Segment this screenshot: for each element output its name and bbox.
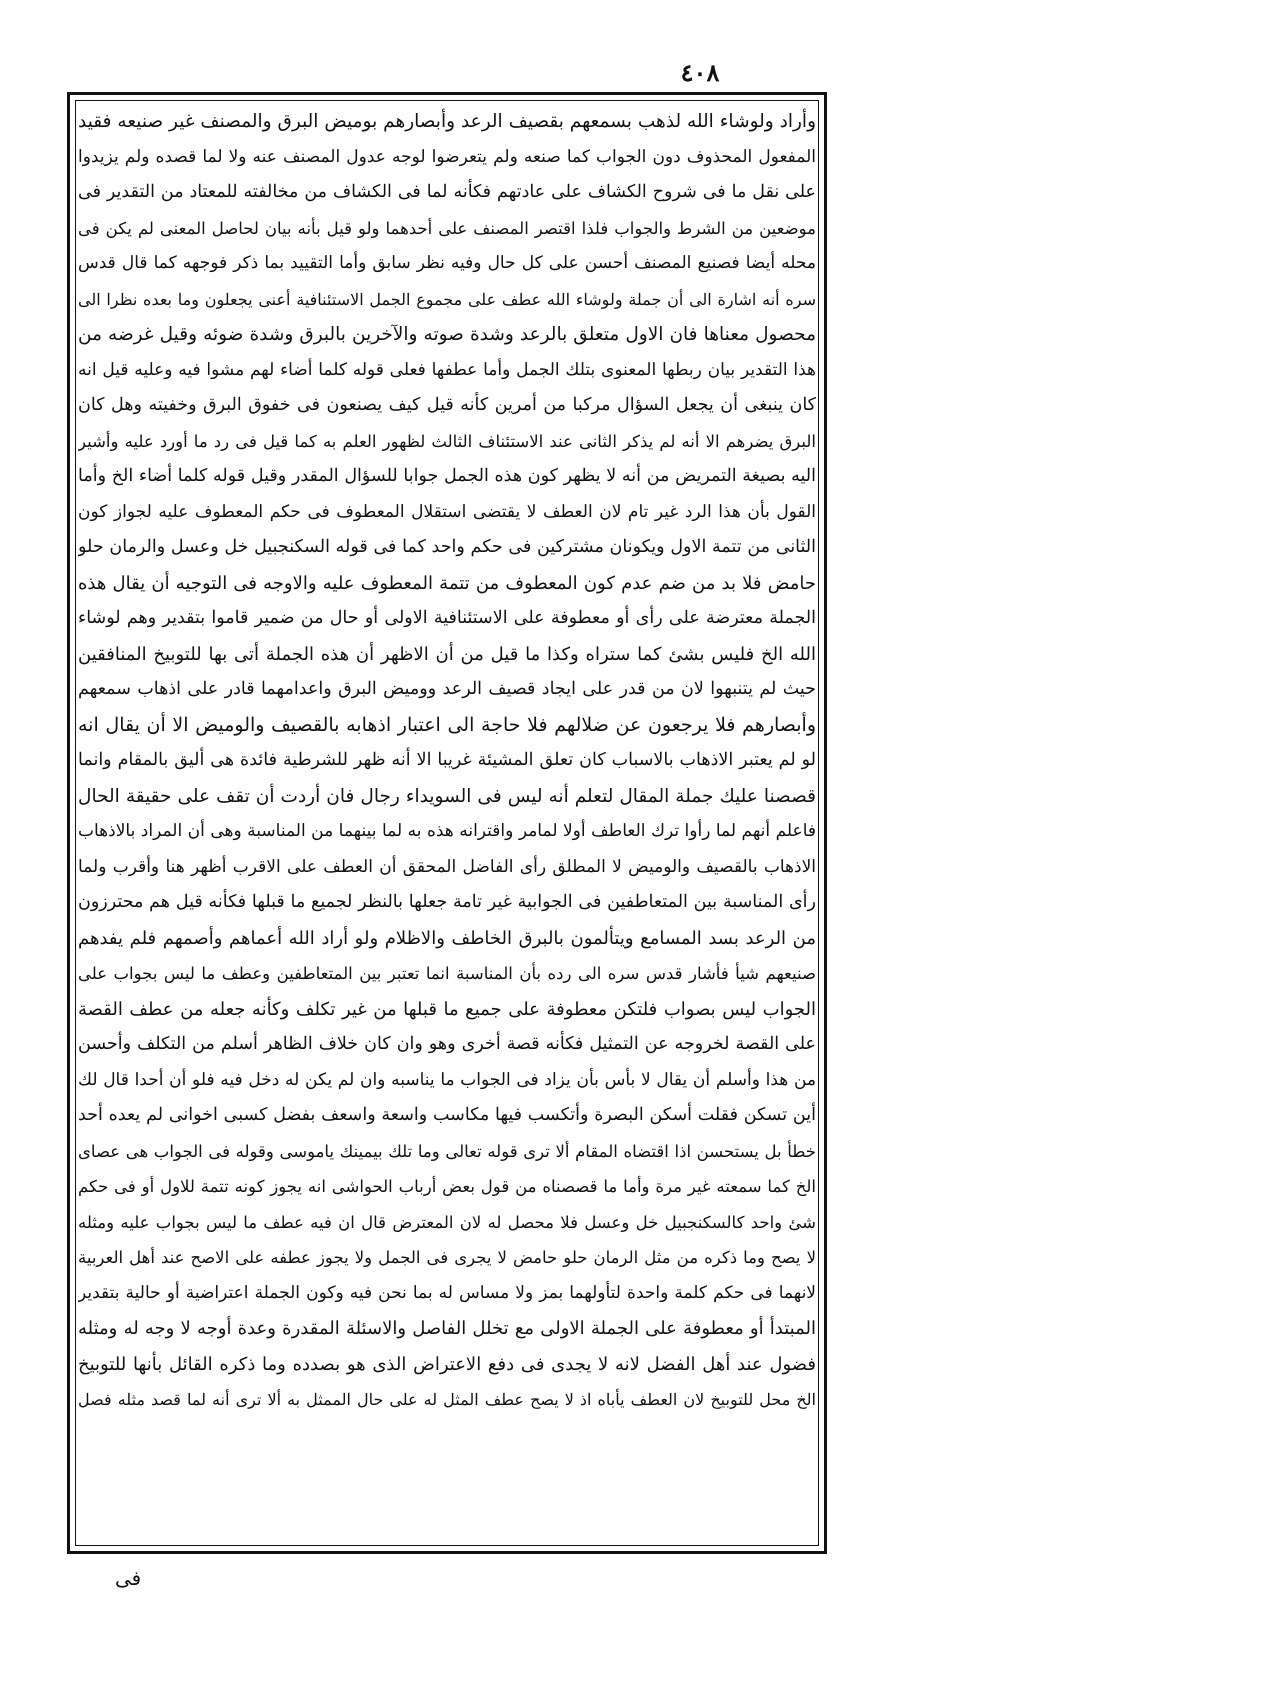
text-line: محله أيضا فصنيع المصنف أحسن على كل حال وفيه نظر سابق وأما التقييد بما ذكر فوجهه كما قال قدس [78, 253, 816, 273]
text-line: خطأ بل يستحسن اذا اقتضاه المقام ألا ترى قوله تعالى وما تلك بيمينك ياموسى وقوله فى الجواب هى عصاى [78, 1141, 816, 1161]
text-line: المبتدأ أو معطوفة على الجملة الاولى مع تخلل الفاصل والاسئلة المقدرة وعدة أوجه لا وجه له ومثله [78, 1318, 816, 1339]
text-line: صنيعهم شيأ فأشار قدس سره الى رده بأن المناسبة انما تعتبر بين المتعاطفين وعطف ما ليس بجواب على [78, 964, 816, 983]
text-line: على القصة لخروجه عن التمثيل فكأنه قصة أخرى وهو وان كان خلاف الظاهر أسلم من التكلف وأحسن [78, 1034, 816, 1054]
text-line: محصول معناها فان الاول متعلق بالرعد وشدة صوته والآخرين بالبرق وشدة ضوئه وقيل غرضه من [78, 324, 816, 345]
catchword: فى [115, 1566, 142, 1590]
text-line: قصصنا عليك جملة المقال لتعلم أنه ليس فى السويداء رجال فان أردت أن تقف على حقيقة الحال [78, 785, 816, 807]
text-line: الثانى من تتمة الاول ويكونان مشتركين فى حكم واحد كما فى قوله السكنجبيل خل وعسل والرمان حلو [78, 537, 816, 557]
text-line: فضول عند أهل الفضل لانه لا يجدى فى دفع الاعتراض الذى هو بصدده وما ذكره القائل بأنها للتوبيخ [78, 1353, 816, 1375]
text-line: الاذهاب بالقصيف والوميض لا المطلق رأى الفاضل المحقق أن العطف على الاقرب أظهر هنا وأقرب ولما [78, 856, 816, 877]
text-line: وأبصارهم فلا يرجعون عن ضلالهم فلا حاجة الى اعتبار اذهابه بالقصيف والوميض الا أن يقال انه [78, 713, 816, 736]
text-line: الخ كما سمعته غير مرة وأما ما قصصناه من قول بعض أرباب الحواشى انه يجوز كونه تتمة للاول أو فى حكم [78, 1177, 816, 1196]
text-line: سره أنه اشارة الى أن جملة ولوشاء الله عطف على مجموع الجمل الاستئنافية أعنى يجعلون وما بعده نظرا الى [78, 289, 816, 309]
page-number: ٤٠٨ [680, 58, 720, 87]
text-line: من الرعد بسد المسامع ويتألمون بالبرق الخاطف والاظلام ولو أراد الله أعماهم وأصمهم فلم يفدهم [78, 927, 816, 949]
text-line: اليه بصيغة التمريض من أنه لا يظهر كون هذه الجمل جوابا للسؤال المقدر وقيل قوله كلما أضاء الخ وأما [78, 466, 816, 486]
text-line: من هذا وأسلم أن يقال لا بأس بأن يزاد فى الجواب ما يناسبه وان لم يكن له دخل فيه فلو أن أحدا قال لك [78, 1069, 816, 1090]
text-line: شئ واحد كالسكنجبيل خل وعسل فلا محصل له لان المعترض قال ان فيه عطف ما ليس بجواب عليه ومثله [78, 1212, 816, 1232]
text-line: الخ محل للتوبيخ لان العطف يأباه اذ لا يصح عطف المثل له على حال الممثل به ألا ترى أنه لما قصد مثله فصل [78, 1390, 816, 1409]
text-line: البرق يضرهم الا أنه لم يذكر الثانى عند الاستئناف الثالث لظهور العلم به كما قيل فى رد ما أورد عليه وأشير [78, 431, 816, 451]
text-line: هذا التقدير بيان ربطها المعنوى بتلك الجمل وأما عطفها فعلى قوله كلما أضاء لهم مشوا فيه وعليه قيل انه [78, 359, 816, 380]
text-line: وأراد ولوشاء الله لذهب بسمعهم بقصيف الرعد وأبصارهم بوميض البرق والمصنف غير صنيعه فقيد [78, 111, 816, 132]
text-line: فاعلم أنهم لما رأوا ترك العاطف أولا لمامر واقترانه هذه به لما بينهما من المناسبة وهى أن المراد بالاذهاب [78, 821, 816, 841]
main-text-block [78, 104, 816, 1418]
text-line: حامض فلا بد من ضم عدم كون المعطوف من تتمة المعطوف عليه والاوجه فى التوجيه أن يقال هذه [78, 572, 816, 594]
text-line: لا يصح وما ذكره من مثل الرمان حلو حامض لا يجرى فى الجمل ولا يجوز عطفه على الاصح عند أهل العربية [78, 1248, 816, 1267]
text-line: القول بأن هذا الرد غير تام لان العطف لا يقتضى استقلال المعطوف فى حكم المعطوف عليه لجواز كون [78, 501, 816, 522]
text-line: الله الخ فليس بشئ كما ستراه وكذا ما قيل من أن الاظهر أن هذه الجملة أتى بها للتوبيخ المنافقين [78, 643, 816, 665]
text-line: على نقل ما فى شروح الكشاف على عادتهم فكأنه لما فى الكشاف من مخالفته للمعتاد من التقدير فى [78, 182, 816, 202]
text-line: المفعول المحذوف دون الجواب كما صنعه ولم يتعرضوا لوجه عدول المصنف عنه ولا لما قصده ولم يزيدوا [78, 146, 816, 167]
text-line: كان ينبغى أن يجعل السؤال مركبا من أمرين كأنه قيل كيف يصنعون فى خفوق البرق وخفيته وهل كان [78, 395, 816, 415]
text-line: لانهما فى حكم كلمة واحدة لتأولهما بمز ولا مساس له بما نحن فيه وكون الجملة اعتراضية أو حالية بتقدير [78, 1282, 816, 1303]
text-line: لو لم يعتبر الاذهاب بالاسباب كان تعلق المشيئة غريبا الا أنه ظهر للشرطية فائدة هى أليق بالمقام وانما [78, 750, 816, 770]
text-line: موضعين من الشرط والجواب فلذا اقتصر المصنف على أحدهما ولو قيل بأنه بيان لحاصل المعنى لم يكن فى [78, 218, 816, 238]
text-line: الجواب ليس بصواب فلتكن معطوفة على جميع ما قبلها من غير تكلف وكأنه جعله من عطف القصة [78, 998, 816, 1020]
text-line: الجملة معترضة على رأى أو معطوفة على الاستئنافية الاولى أو حال من ضمير قاموا بتقدير وهم لوشاء [78, 608, 816, 628]
text-line: رأى المناسبة بين المتعاطفين فى الجوابية غير تامة جعلها بالنظر لجميع ما قبلها فكأنه قيل هم محترزون [78, 892, 816, 912]
text-line: حيث لم يتنبهوا لان من قدر على ايجاد قصيف الرعد ووميض البرق واعدامهما قادر على اذهاب سمعهم [78, 679, 816, 699]
text-line: أين تسكن فقلت أسكن البصرة وأتكسب فيها مكاسب واسعة واسعف بفضل كسبى اخوانى لم يعده أحد [78, 1105, 816, 1125]
